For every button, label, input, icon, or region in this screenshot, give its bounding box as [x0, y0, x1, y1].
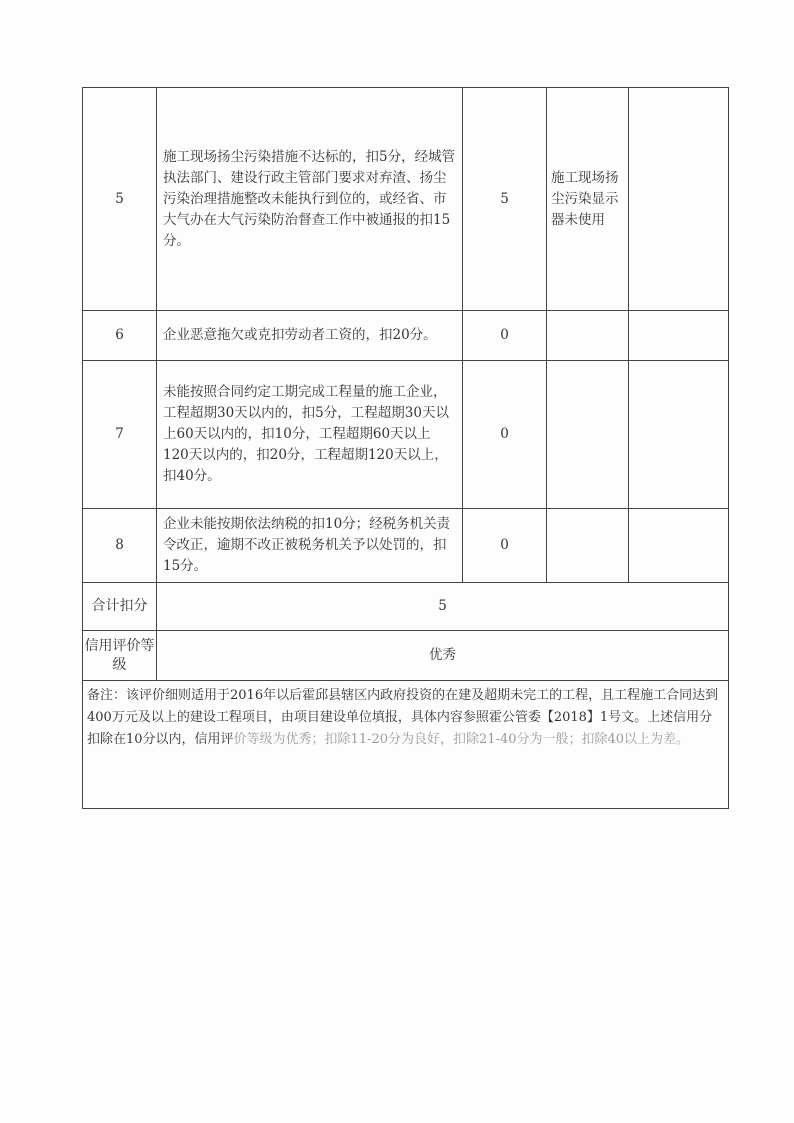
criteria-description: 施工现场扬尘污染措施不达标的，扣5分，经城管执法部门、建设行政主管部门要求对弃渣、扬尘污染治理措施整改未能执行到位的，或经省、市大气办在大气污染防治督查工作中被通报的扣15分。 — [157, 88, 463, 311]
deduction-points: 0 — [463, 311, 547, 361]
note-text: 备注：该评价细则适用于2016年以后霍邱县辖区内政府投资的在建及超期未完工的工程，且工程施工合同达到400万元及以上的建设工程项目，由项目建设单位填报，具体内容参照霍公管委【2018】1号文。上述信用分扣除在10分以内，信用评 — [87, 688, 719, 747]
deduction-points: 0 — [463, 361, 547, 509]
table-row — [83, 311, 729, 361]
table-row — [83, 509, 729, 583]
remarks-cell — [629, 509, 729, 583]
grade-row — [83, 631, 729, 681]
deduction-reason — [547, 361, 629, 509]
criteria-description: 企业恶意拖欠或克扣劳动者工资的，扣20分。 — [157, 311, 463, 361]
row-number: 8 — [83, 509, 157, 583]
deduction-points: 5 — [463, 88, 547, 311]
note-text-faded: 价等级为优秀；扣除11-20分为良好，扣除21-40分为一般；扣除40以上为差。 — [233, 732, 690, 747]
table-row — [83, 88, 729, 311]
row-number: 7 — [83, 361, 157, 509]
row-number: 6 — [83, 311, 157, 361]
deduction-points: 0 — [463, 509, 547, 583]
criteria-description: 企业未能按期依法纳税的扣10分；经税务机关责令改正，逾期不改正被税务机关予以处罚的，扣15分。 — [157, 509, 463, 583]
total-value: 5 — [157, 583, 729, 631]
remarks-cell — [629, 311, 729, 361]
grade-value: 优秀 — [157, 631, 729, 681]
remarks-cell — [629, 361, 729, 509]
total-row — [83, 583, 729, 631]
deduction-reason — [547, 311, 629, 361]
note-cell — [83, 681, 729, 809]
table-row — [83, 361, 729, 509]
criteria-description: 未能按照合同约定工期完成工程量的施工企业，工程超期30天以内的，扣5分，工程超期30天以上60天以内的，扣10分，工程超期60天以上120天以内的，扣20分，工程超期120天以上，扣40分。 — [157, 361, 463, 509]
row-number: 5 — [83, 88, 157, 311]
grade-label: 信用评价等级 — [83, 631, 157, 681]
remarks-cell — [629, 88, 729, 311]
note-row — [83, 681, 729, 809]
deduction-reason — [547, 509, 629, 583]
total-label: 合计扣分 — [83, 583, 157, 631]
deduction-reason: 施工现场扬尘污染显示器未使用 — [547, 88, 629, 311]
credit-score-table — [82, 87, 729, 809]
